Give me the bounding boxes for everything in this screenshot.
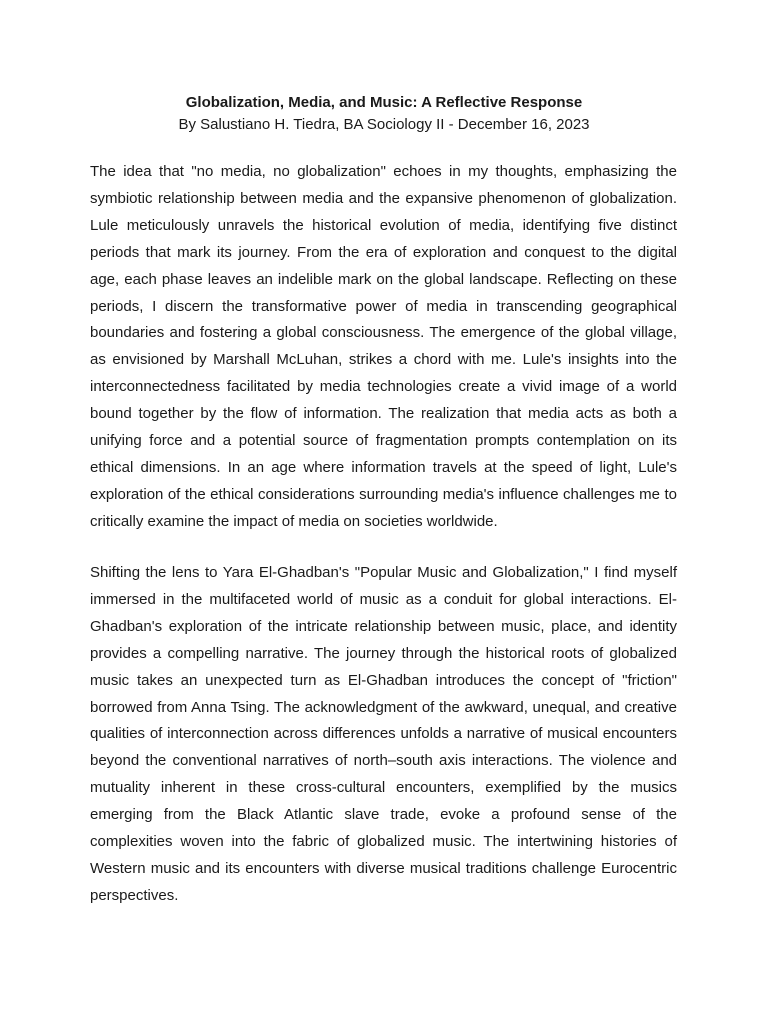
body-paragraph-1: The idea that "no media, no globalization" echoes in my thoughts, emphasizing the symbiotic relationship between media and the expansive phenomenon of globalization. Lule meticulously unravels the historical evolution of media, identifying five distinct periods that mark its journey. From the era of exploration and conquest to the digital age, each phase leaves an indelible mark on the global landscape. Reflecting on these periods, I discern the transformative power of media in transcending geographical boundaries and fostering a global consciousness. The emergence of the global village, as envisioned by Marshall McLuhan, strikes a chord with me. Lule's insights into the interconnectedness facilitated by media technologies create a vivid image of a world bound together by the flow of information. The realization that media acts as both a unifying force and a potential source of fragmentation prompts contemplation on its ethical dimensions. In an age where information travels at the speed of light, Lule's exploration of the ethical considerations surrounding media's influence challenges me to critically examine the impact of media on societies worldwide. (90, 163, 677, 530)
document-byline: By Salustiano H. Tiedra, BA Sociology II - December 16, 2023 (178, 116, 590, 133)
body-paragraph-2: Shifting the lens to Yara El-Ghadban's "Popular Music and Globalization," I find myself immersed in the multifaceted world of music as a conduit for global interactions. El-Ghadban's exploration of the intricate relationship between music, place, and identity provides a compelling narrative. The journey through the historical roots of globalized music takes an unexpected turn as El-Ghadban introduces the concept of "friction" borrowed from Anna Tsing. The acknowledgment of the awkward, unequal, and creative qualities of interconnection across differences unfolds a narrative of musical encounters beyond the conventional narratives of north–south axis interactions. The violence and mutuality inherent in these cross-cultural encounters, exemplified by the musics emerging from the Black Atlantic slave trade, evoke a profound sense of the complexities woven into the fabric of globalized music. The intertwining histories of Western music and its encounters with diverse musical traditions challenge Eurocentric perspectives. (90, 564, 677, 904)
document-title: Globalization, Media, and Music: A Reflective Response (185, 94, 583, 111)
